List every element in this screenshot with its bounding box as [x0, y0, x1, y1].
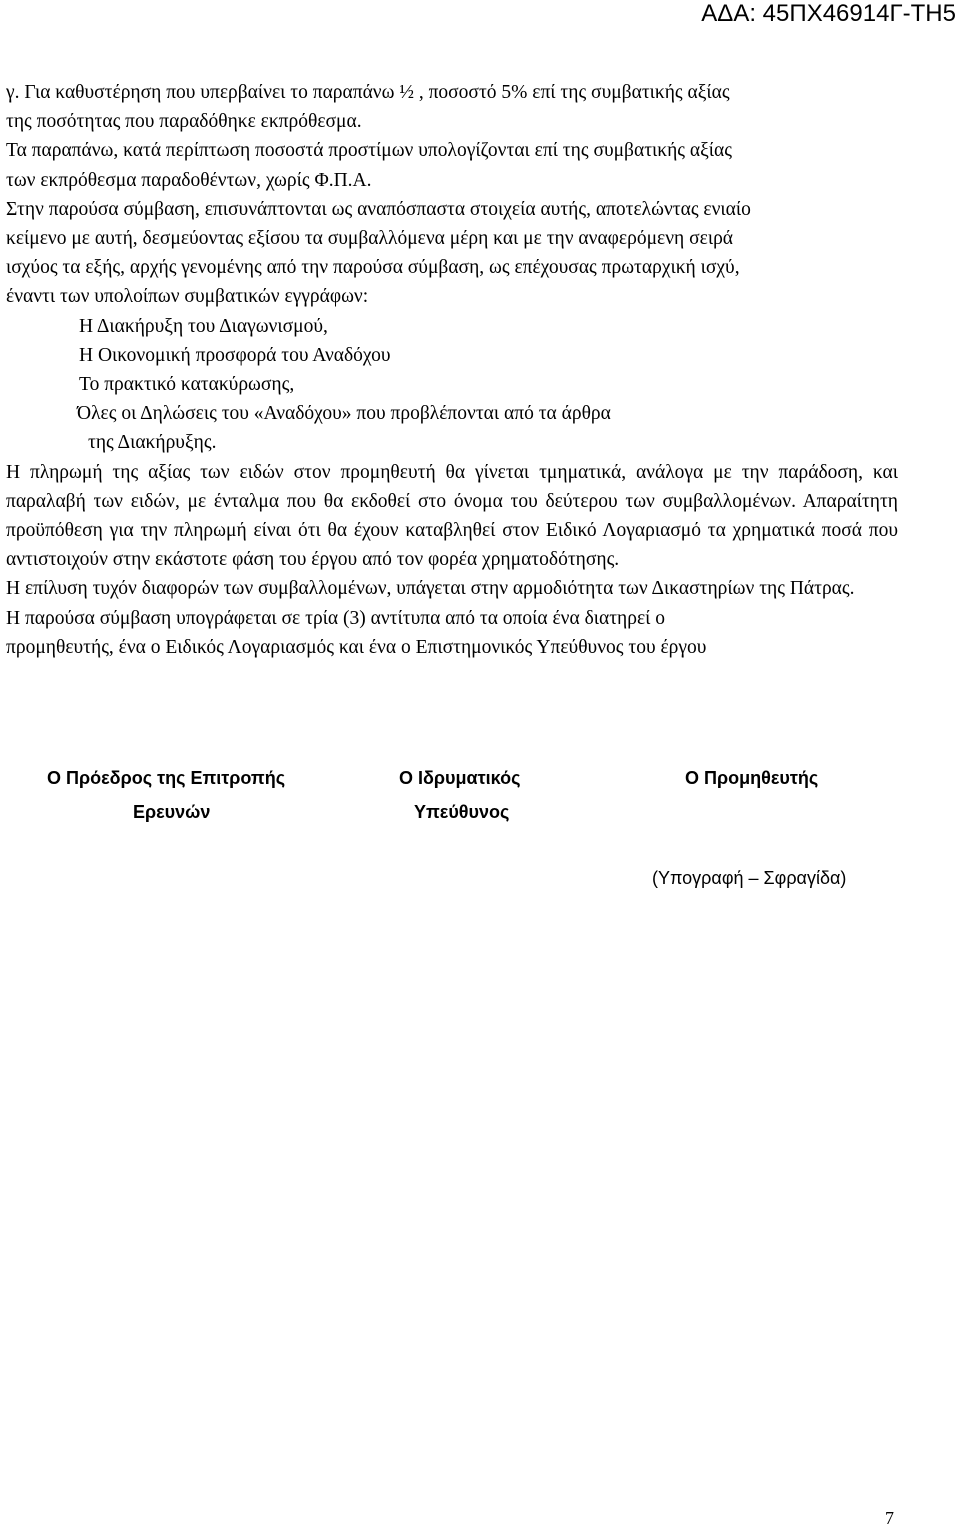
- annex-intro-line-1: Στην παρούσα σύμβαση, επισυνάπτονται ως αναπόσπαστα στοιχεία αυτής, αποτελώντας ενιαίο: [6, 198, 751, 220]
- clause-c-line-1: γ. Για καθυστέρηση που υπερβαίνει το παραπάνω ½ , ποσοστό 5% επί της συμβατικής αξίας: [6, 82, 730, 103]
- signatory-supplier: Ο Προμηθευτής: [685, 768, 819, 788]
- annex-intro-line-4: έναντι των υπολοίπων συμβατικών εγγράφων:: [6, 286, 369, 308]
- page-number: 7: [885, 1508, 894, 1528]
- annex-item-financial-offer: Η Οικονομική προσφορά του Αναδόχου: [79, 344, 391, 366]
- document-body: [6, 78, 898, 662]
- annex-item-declarations: Όλες οι Δηλώσεις του «Αναδόχου» που προβλέπονται από τα άρθρα: [77, 403, 611, 425]
- annex-intro-line-3: ισχύος τα εξής, αρχής γενομένης από την παρούσα σύμβαση, ως επέχουσας πρωταρχική ισχύ,: [6, 257, 740, 279]
- signature-stamp-label: (Υπογραφή – Σφραγίδα): [652, 868, 847, 888]
- clause-c-line-2: της ποσότητας που παραδόθηκε εκπρόθεσμα.: [6, 111, 362, 133]
- annex-item-tender: Η Διακήρυξη του Διαγωνισμού,: [79, 315, 328, 337]
- annex-intro-line-2: κείμενο με αυτή, δεσμεύοντας εξίσου τα συμβαλλόμενα μέρη και με την αναφερόμενη σειρά: [6, 228, 734, 250]
- disputes-paragraph: Η επίλυση τυχόν διαφορών των συμβαλλομένων, υπάγεται στην αρμοδιότητα των Δικαστηρίων της Πάτρας.: [6, 578, 855, 600]
- copies-line-2: προμηθευτής, ένα ο Ειδικός Λογαριασμός και ένα ο Επιστημονικός Υπεύθυνος του έργου: [6, 636, 707, 658]
- penalty-note-line-2: των εκπρόθεσμα παραδοθέντων, χωρίς Φ.Π.Α.: [6, 169, 372, 191]
- copies-line-1: Η παρούσα σύμβαση υπογράφεται σε τρία (3) αντίτυπα από τα οποία ένα διατηρεί ο: [6, 607, 666, 629]
- signatory-committee-president-cont: Ερευνών: [133, 802, 211, 822]
- annex-item-declarations-cont: της Διακήρυξης.: [88, 432, 217, 454]
- signatory-committee-president: Ο Πρόεδρος της Επιτροπής: [47, 768, 286, 788]
- annex-item-award-minutes: Το πρακτικό κατακύρωσης,: [79, 374, 295, 396]
- ada-code: ΑΔΑ: 45ΠΧ46914Γ-ΤΗ5: [701, 0, 956, 27]
- penalty-note-line-1: Τα παραπάνω, κατά περίπτωση ποσοστά προστίμων υπολογίζονται επί της συμβατικής αξίας: [6, 140, 732, 162]
- signatory-institutional: Ο Ιδρυματικός: [399, 768, 521, 788]
- payment-paragraph: Η πληρωμή της αξίας των ειδών στον προμηθευτή θα γίνεται τμηματικά, ανάλογα με την παράδοση, και παραλαβή των ειδών, με ένταλμα που θα εκδοθεί στο όνομα του δεύτερου των συμβαλλομένων. Απαραίτητη προϋπόθεση για την πληρωμή είναι ότι θα έχουν καταβληθεί στον Ειδικό Λογαριασμό τα χρηματικά ποσά που αντιστοιχούν στην εκάστοτε φάση του έργου από τον φορέα χρηματοδότησης.: [6, 461, 898, 571]
- signatory-institutional-cont: Υπεύθυνος: [414, 802, 510, 822]
